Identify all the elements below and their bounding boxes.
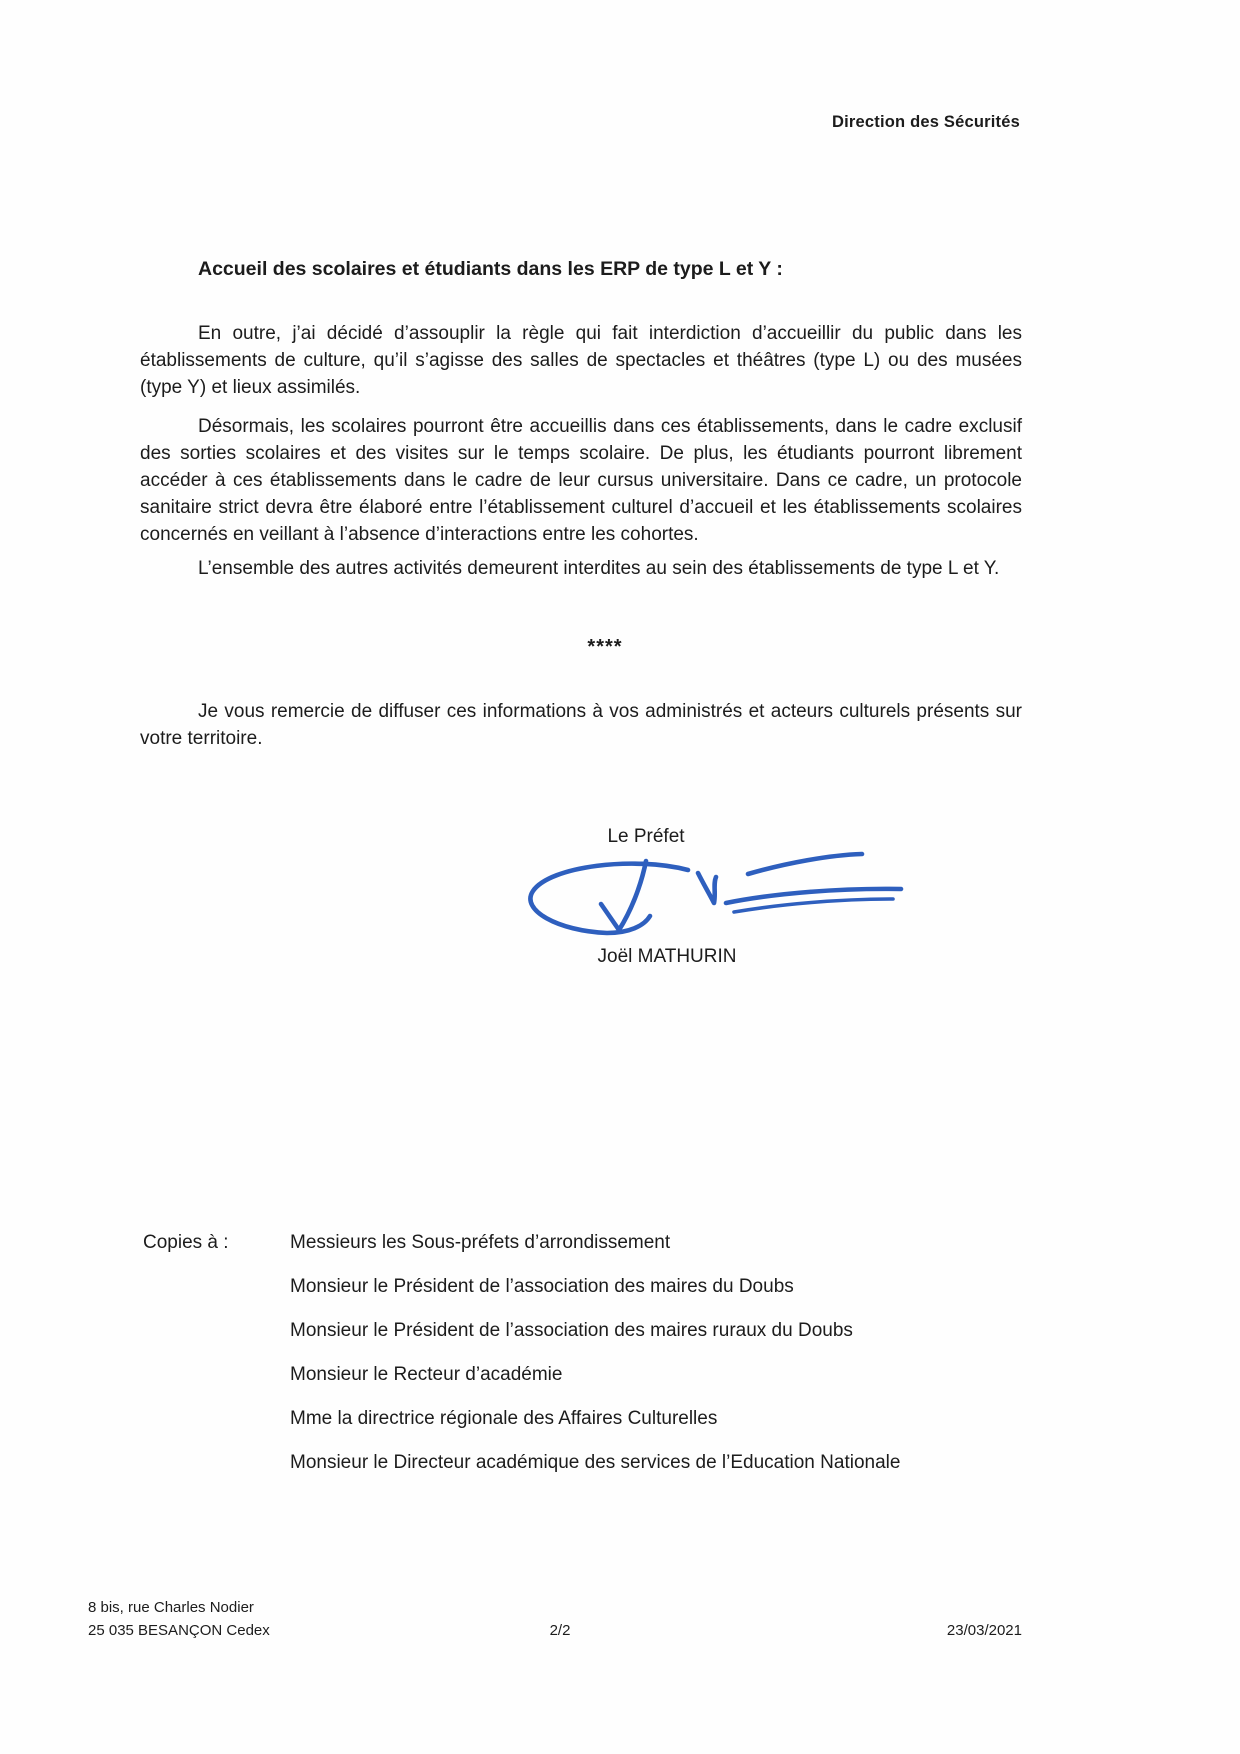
address-line-1: 8 bis, rue Charles Nodier (88, 1599, 254, 1616)
body-paragraph-3: L’ensemble des autres activités demeurent interdites au sein des établissements de type L et Y. (198, 558, 1000, 579)
copies-recipient: Monsieur le Directeur académique des services de l’Education Nationale (290, 1452, 901, 1473)
copies-recipient: Monsieur le Président de l’association des maires du Doubs (290, 1276, 794, 1297)
letter-date: 23/03/2021 (946, 1622, 1022, 1639)
copies-recipient: Monsieur le Président de l’association des maires ruraux du Doubs (290, 1320, 853, 1341)
department-header: Direction des Sécurités (831, 113, 1020, 131)
handwritten-signature-icon (505, 843, 915, 958)
page-number: 2/2 (549, 1622, 571, 1639)
copies-section (143, 1232, 1043, 1496)
closing-paragraph: Je vous remercie de diffuser ces informations à vos administrés et acteurs culturels présents sur votre territoire. (140, 701, 1022, 749)
copies-list (290, 1232, 900, 1496)
body-paragraph-1: En outre, j’ai décidé d’assouplir la règle qui fait interdiction d’accueillir du public dans les établissements de culture, qu’il s’agisse des salles de spectacles et théâtres (type L) ou des musées (type Y) et lieux assimilés. (140, 323, 1022, 398)
address-line-2: 25 035 BESANÇON Cedex (88, 1622, 270, 1639)
copies-recipient: Messieurs les Sous-préfets d’arrondissement (290, 1232, 671, 1253)
subject-heading: Accueil des scolaires et étudiants dans les ERP de type L et Y : (198, 258, 783, 280)
asterisk-separator: **** (587, 636, 623, 658)
copies-recipient: Monsieur le Recteur d’académie (290, 1364, 563, 1385)
copies-label: Copies à : (143, 1232, 229, 1253)
signatory-name: Joël MATHURIN (597, 946, 737, 967)
body-paragraph-2: Désormais, les scolaires pourront être accueillis dans ces établissements, dans le cadre exclusif des sorties scolaires et des visites sur le temps scolaire. De plus, les étudiants pourront librement accéder à ces établissements dans le cadre de leur cursus universitaire. Dans ce cadre, un protocole sanitaire strict devra être élaboré entre l’établissement culturel d’accueil et les établissements scolaires concernés en veillant à l’absence d’interactions entre les cohortes. (140, 416, 1022, 545)
copies-recipient: Mme la directrice régionale des Affaires Culturelles (290, 1408, 718, 1429)
sender-address (88, 1596, 270, 1642)
signatory-title: Le Préfet (607, 826, 685, 847)
